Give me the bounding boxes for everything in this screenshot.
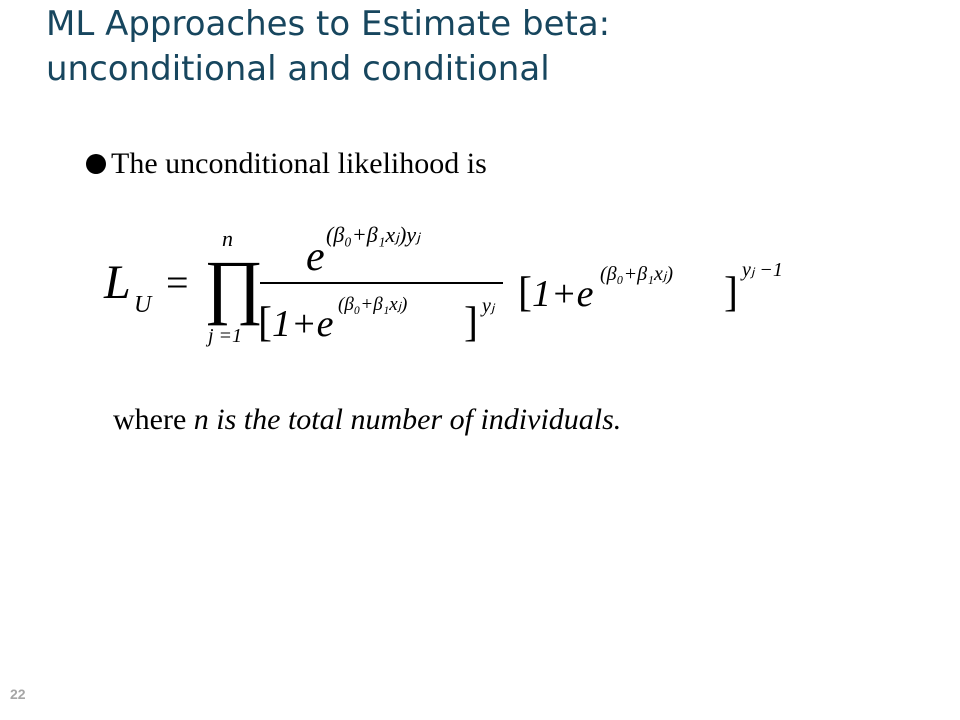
- note-where: where: [113, 403, 194, 436]
- denominator-left-bracket: [: [258, 300, 272, 346]
- denominator-one-plus-e: 1+e: [272, 303, 334, 345]
- product-lower-limit: j =1: [208, 325, 243, 347]
- bullet-dot-icon: [86, 154, 106, 174]
- title-line-2: unconditional and conditional: [46, 49, 550, 89]
- equals-sign: =: [166, 260, 189, 305]
- numerator-e: e: [306, 234, 325, 280]
- likelihood-formula: [100, 212, 820, 352]
- bullet-item: [86, 146, 487, 182]
- right-factor-one-plus-e: 1+e: [532, 273, 594, 315]
- right-factor-power: yⱼ −1: [742, 259, 783, 281]
- title-line-1: ML Approaches to Estimate beta:: [46, 4, 611, 44]
- page-number: 22: [10, 686, 26, 702]
- note-definition: n is the total number of individuals.: [193, 403, 622, 436]
- lhs-subscript: U: [134, 292, 152, 318]
- bullet-text: The unconditional likelihood is: [111, 147, 487, 180]
- denominator-exponent: (β₀+β₁xⱼ): [338, 294, 408, 315]
- product-upper-limit: n: [222, 226, 233, 251]
- formula-note: [113, 402, 621, 438]
- denominator-right-bracket: ]: [464, 300, 478, 346]
- right-factor-exponent: (β₀+β₁xⱼ): [600, 263, 674, 285]
- right-factor-right-bracket: ]: [724, 270, 738, 316]
- lhs-symbol: L: [104, 256, 131, 309]
- right-factor-left-bracket: [: [518, 270, 532, 316]
- numerator-exponent: (β₀+β₁xⱼ)yⱼ: [326, 222, 420, 247]
- denominator-power: yⱼ: [482, 295, 495, 317]
- slide-title: [46, 2, 926, 92]
- formula-svg: [100, 212, 820, 352]
- product-sign: ∏: [204, 246, 264, 326]
